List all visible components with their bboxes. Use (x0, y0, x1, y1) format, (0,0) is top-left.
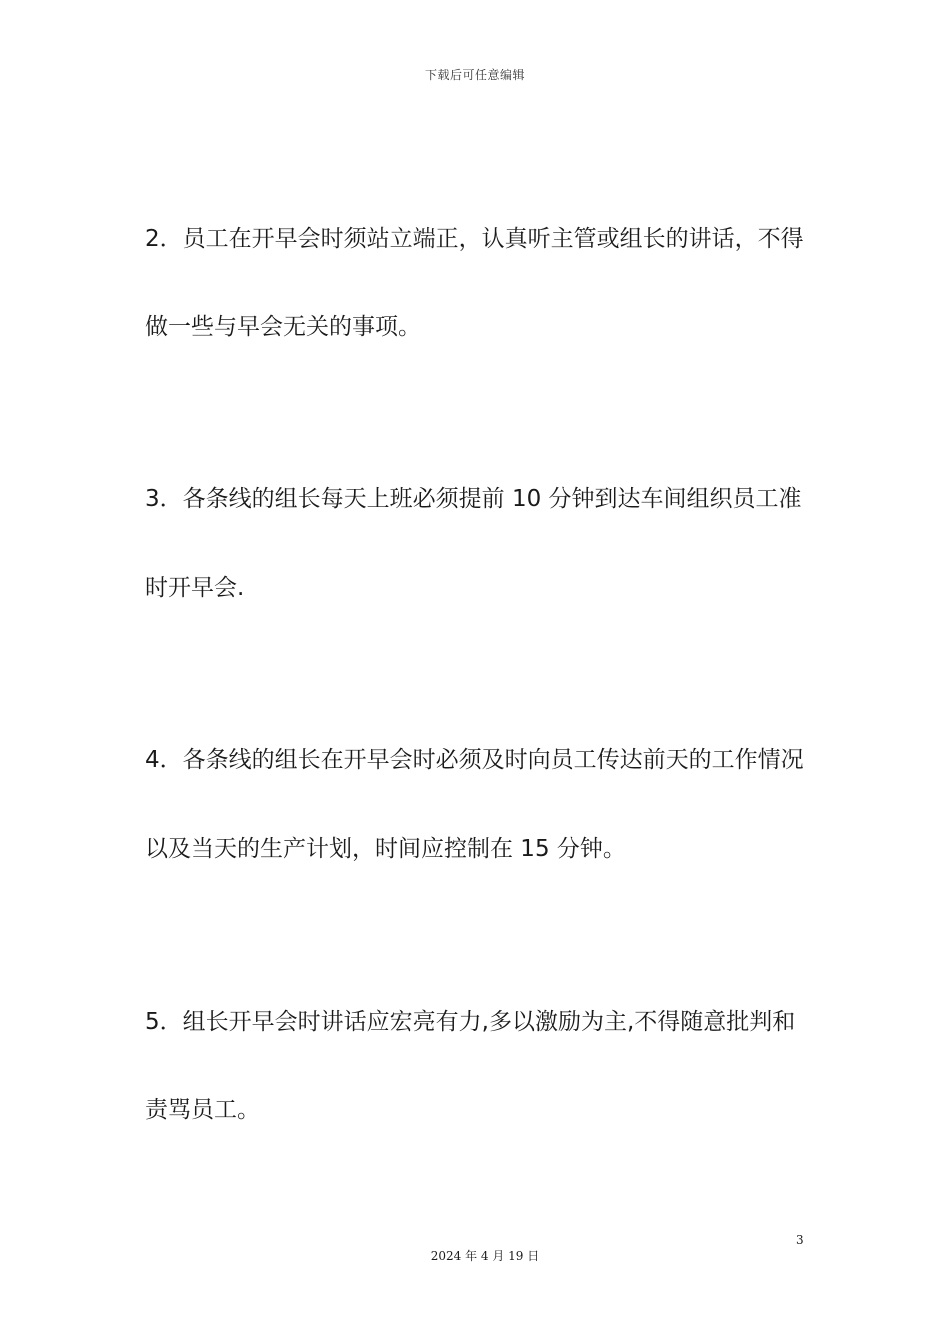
page-number: 3 (796, 1233, 804, 1247)
item-5-line-2: 责骂员工。 (145, 1097, 260, 1123)
item-5-line-1: 5．组长开早会时讲话应宏亮有力,多以激励为主,不得随意批判和 (145, 1009, 796, 1035)
item-4-line-2: 以及当天的生产计划，时间应控制在 15 分钟。 (145, 836, 626, 862)
header-note: 下载后可任意编辑 (424, 68, 525, 82)
item-3-line-2: 时开早会. (145, 575, 245, 601)
item-3-line-1: 3．各条线的组长每天上班必须提前 10 分钟到达车间组织员工准 (145, 486, 802, 512)
item-2-line-1: 2．员工在开早会时须站立端正，认真听主管或组长的讲话，不得 (145, 226, 804, 252)
item-2-line-2: 做一些与早会无关的事项。 (145, 314, 421, 340)
footer-date: 2024 年 4 月 19 日 (430, 1249, 540, 1263)
item-4-line-1: 4．各条线的组长在开早会时必须及时向员工传达前天的工作情况 (145, 747, 804, 773)
